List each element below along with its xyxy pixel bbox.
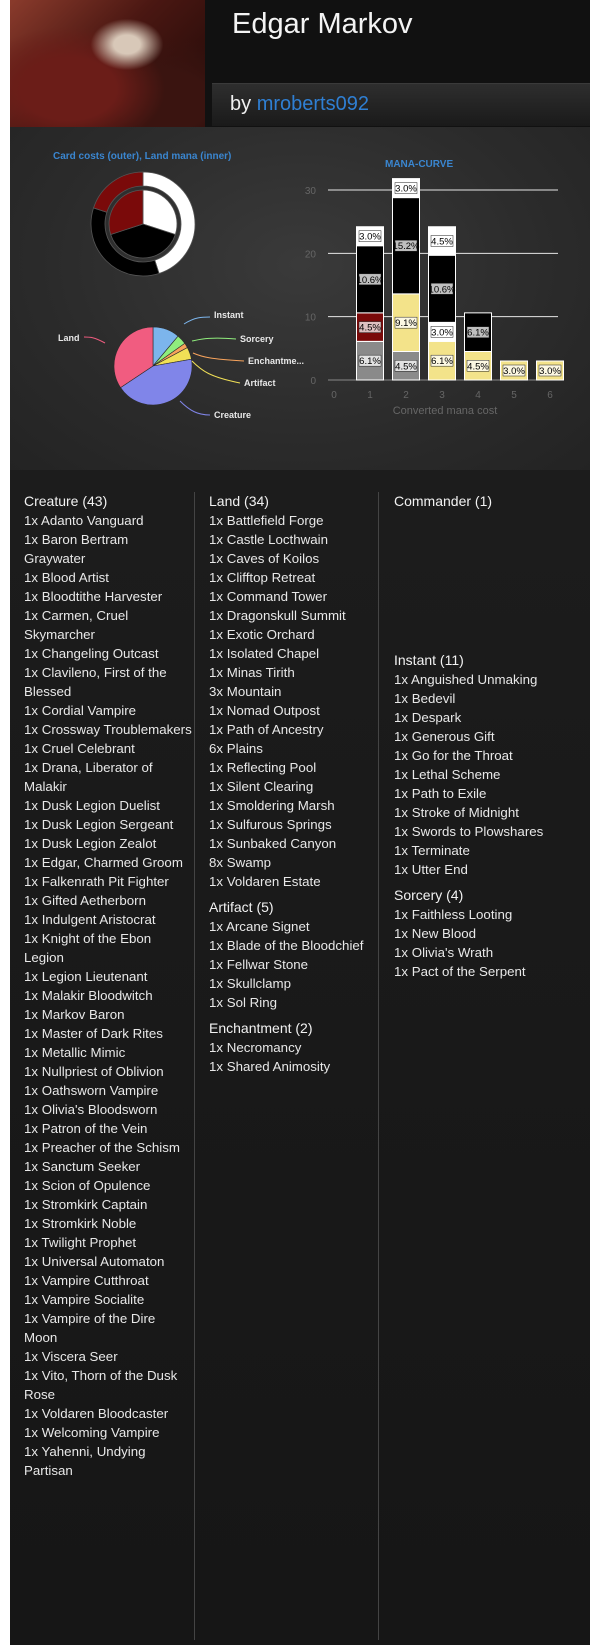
land-card-list <box>209 511 377 891</box>
deck-header <box>10 0 590 127</box>
card-entry[interactable]: 1x Shared Animosity <box>209 1059 331 1074</box>
card-entry[interactable]: 1x Stromkirk Captain <box>24 1197 148 1212</box>
deck-column-3 <box>394 492 562 981</box>
card-entry[interactable]: 1x Malakir Bloodwitch <box>24 988 153 1003</box>
card-entry[interactable]: 1x Exotic Orchard <box>209 627 315 642</box>
section-title-enchantment: Enchantment (2) <box>209 1020 313 1036</box>
x-tick-label: 1 <box>367 390 373 401</box>
card-entry[interactable]: 1x Changeling Outcast <box>24 646 159 661</box>
card-entry[interactable]: 1x Anguished Unmaking <box>394 672 538 687</box>
card-entry[interactable]: 1x Sanctum Seeker <box>24 1159 141 1174</box>
data-label: 3.0% <box>431 327 453 339</box>
card-entry[interactable]: 1x Olivia's Bloodsworn <box>24 1102 158 1117</box>
enchantment-card-list <box>209 1038 377 1076</box>
byline-bar <box>212 83 590 126</box>
card-entry[interactable]: 1x Crossway Troublemakers <box>24 722 192 737</box>
card-entry[interactable]: 1x Skullclamp <box>209 976 292 991</box>
card-entry[interactable]: 1x Generous Gift <box>394 729 495 744</box>
data-label: 6.1% <box>359 356 381 368</box>
card-entry[interactable]: 1x Sol Ring <box>209 995 277 1010</box>
card-entry[interactable]: 1x Vampire Socialite <box>24 1292 145 1307</box>
card-entry[interactable]: 1x Indulgent Aristocrat <box>24 912 156 927</box>
card-entry[interactable]: 1x Arcane Signet <box>209 919 310 934</box>
card-entry[interactable]: 1x Battlefield Forge <box>209 513 324 528</box>
card-type-pie-chart <box>50 305 305 430</box>
type-label-land: Land <box>58 333 80 343</box>
card-entry[interactable]: 1x Nullpriest of Oblivion <box>24 1064 164 1079</box>
color-ring-chart <box>88 169 198 279</box>
card-entry[interactable]: 1x Preacher of the Schism <box>24 1140 180 1155</box>
card-entry[interactable]: 1x Blood Artist <box>24 570 109 585</box>
card-entry[interactable]: 1x Path to Exile <box>394 786 487 801</box>
card-entry[interactable]: 1x Welcoming Vampire <box>24 1425 160 1440</box>
data-label: 6.1% <box>431 356 453 368</box>
card-entry[interactable]: 1x Isolated Chapel <box>209 646 320 661</box>
card-entry[interactable]: 1x Universal Automaton <box>24 1254 165 1269</box>
card-entry[interactable]: 1x Cruel Celebrant <box>24 741 135 756</box>
card-entry[interactable]: 1x Voldaren Estate <box>209 874 321 889</box>
card-entry[interactable]: 1x Stroke of Midnight <box>394 805 519 820</box>
card-entry[interactable]: 1x Edgar, Charmed Groom <box>24 855 183 870</box>
creature-card-list <box>24 511 192 1480</box>
card-entry[interactable]: 1x Despark <box>394 710 462 725</box>
data-label: 3.0% <box>395 183 417 195</box>
section-title-creature: Creature (43) <box>24 493 108 509</box>
artifact-card-list <box>209 917 377 1012</box>
data-label: 4.5% <box>359 322 381 334</box>
y-tick-label: 10 <box>304 312 316 324</box>
byline <box>230 93 369 116</box>
card-entry[interactable]: 1x Dusk Legion Zealot <box>24 836 157 851</box>
card-entry[interactable]: 1x Utter End <box>394 862 468 877</box>
card-entry[interactable]: 1x Lethal Scheme <box>394 767 501 782</box>
mana-curve-title: MANA-CURVE <box>385 159 454 170</box>
card-entry[interactable]: 1x Vampire Cutthroat <box>24 1273 149 1288</box>
section-title-artifact: Artifact (5) <box>209 899 274 915</box>
card-entry[interactable]: 1x Terminate <box>394 843 470 858</box>
card-entry[interactable]: 1x Viscera Seer <box>24 1349 118 1364</box>
card-entry[interactable]: 1x Silent Clearing <box>209 779 314 794</box>
card-entry[interactable]: 1x Metallic Mimic <box>24 1045 126 1060</box>
card-entry[interactable]: 8x Swamp <box>209 855 272 870</box>
card-entry[interactable]: 1x Carmen, Cruel Skymarcher <box>24 608 129 642</box>
card-entry[interactable]: 1x Olivia's Wrath <box>394 945 494 960</box>
card-entry[interactable]: 1x Falkenrath Pit Fighter <box>24 874 169 889</box>
card-entry[interactable]: 1x Twilight Prophet <box>24 1235 137 1250</box>
card-entry[interactable]: 1x Dragonskull Summit <box>209 608 346 623</box>
type-label-instant: Instant <box>214 310 244 320</box>
data-label: 10.6% <box>428 284 456 296</box>
card-entry[interactable]: 1x Sunbaked Canyon <box>209 836 337 851</box>
card-entry[interactable]: 1x Bedevil <box>394 691 456 706</box>
type-label-enchantment: Enchantme... <box>248 356 305 366</box>
deck-list <box>10 470 590 1645</box>
type-label-creature: Creature <box>214 410 252 420</box>
card-entry[interactable]: 1x Sulfurous Springs <box>209 817 332 832</box>
data-label: 3.0% <box>503 366 525 377</box>
card-entry[interactable]: 1x Nomad Outpost <box>209 703 320 718</box>
card-entry[interactable]: 3x Mountain <box>209 684 282 699</box>
ring-chart-title: Card costs (outer), Land mana (inner) <box>53 151 232 162</box>
card-entry[interactable]: 1x Necromancy <box>209 1040 302 1055</box>
card-entry[interactable]: 1x Dusk Legion Duelist <box>24 798 160 813</box>
byline-prefix: by <box>230 93 252 115</box>
data-label: 3.0% <box>539 366 561 377</box>
card-entry[interactable]: 1x Voldaren Bloodcaster <box>24 1406 169 1421</box>
card-entry[interactable]: 1x Adanto Vanguard <box>24 513 144 528</box>
x-tick-label: 5 <box>511 390 517 401</box>
charts-panel <box>10 127 590 470</box>
x-axis-title: Converted mana cost <box>392 405 498 417</box>
data-label: 4.5% <box>431 236 453 248</box>
card-entry[interactable]: 1x Command Tower <box>209 589 327 604</box>
card-entry[interactable]: 1x Patron of the Vein <box>24 1121 148 1136</box>
mana-curve-chart <box>280 169 565 429</box>
card-entry[interactable]: 1x Master of Dark Rites <box>24 1026 163 1041</box>
type-label-artifact: Artifact <box>244 378 276 388</box>
card-entry[interactable]: 1x Blade of the Bloodchief <box>209 938 364 953</box>
y-tick-label: 30 <box>304 186 316 197</box>
card-entry[interactable]: 1x Oathsworn Vampire <box>24 1083 159 1098</box>
card-entry[interactable]: 1x Go for the Throat <box>394 748 513 763</box>
card-entry[interactable]: 1x Cordial Vampire <box>24 703 137 718</box>
card-entry[interactable]: 6x Plains <box>209 741 263 756</box>
x-tick-label: 3 <box>439 390 445 401</box>
card-entry[interactable]: 1x Faithless Looting <box>394 907 513 922</box>
data-label: 4.5% <box>467 361 489 373</box>
instant-card-list <box>394 670 562 879</box>
card-entry[interactable]: 1x Scion of Opulence <box>24 1178 151 1193</box>
card-entry[interactable]: 1x Reflecting Pool <box>209 760 317 775</box>
type-label-sorcery: Sorcery <box>240 334 274 344</box>
x-tick-label: 2 <box>403 390 409 401</box>
x-tick-label: 0 <box>331 390 337 401</box>
commander-art-image <box>10 0 205 127</box>
x-tick-label: 6 <box>547 390 553 401</box>
card-entry[interactable]: 1x Legion Lieutenant <box>24 969 148 984</box>
deck-column-2 <box>209 492 377 1076</box>
sorcery-card-list <box>394 905 562 981</box>
card-entry[interactable]: 1x Dusk Legion Sergeant <box>24 817 174 832</box>
card-entry[interactable]: 1x New Blood <box>394 926 477 941</box>
card-entry[interactable]: 1x Smoldering Marsh <box>209 798 335 813</box>
card-entry[interactable]: 1x Path of Ancestry <box>209 722 324 737</box>
data-label: 4.5% <box>395 361 417 373</box>
column-divider <box>194 492 195 1640</box>
card-entry[interactable]: 1x Gifted Aetherborn <box>24 893 146 908</box>
card-entry[interactable]: 1x Vito, Thorn of the Dusk Rose <box>24 1368 178 1402</box>
deck-page <box>10 0 590 1645</box>
data-label: 15.2% <box>392 241 420 253</box>
data-label: 10.6% <box>356 274 384 286</box>
card-entry[interactable]: 1x Yahenni, Undying Partisan <box>24 1444 146 1478</box>
card-entry[interactable]: 1x Vampire of the Dire Moon <box>24 1311 156 1345</box>
deck-column-1 <box>24 492 192 1480</box>
card-entry[interactable]: 1x Pact of the Serpent <box>394 964 526 979</box>
data-label: 9.1% <box>395 318 417 330</box>
card-entry[interactable]: 1x Fellwar Stone <box>209 957 309 972</box>
card-entry[interactable]: 1x Swords to Plowshares <box>394 824 544 839</box>
data-label: 3.0% <box>359 231 381 243</box>
card-entry[interactable]: 1x Drana, Liberator of Malakir <box>24 760 153 794</box>
deck-title: Edgar Markov <box>232 8 413 40</box>
card-entry[interactable]: 1x Clifftop Retreat <box>209 570 316 585</box>
commander-card-slot <box>394 511 562 651</box>
card-entry[interactable]: 1x Castle Locthwain <box>209 532 328 547</box>
card-entry[interactable]: 1x Stromkirk Noble <box>24 1216 137 1231</box>
section-title-sorcery: Sorcery (4) <box>394 887 464 903</box>
card-entry[interactable]: 1x Baron Bertram Graywater <box>24 532 129 566</box>
section-title-commander: Commander (1) <box>394 493 493 509</box>
card-entry[interactable]: 1x Minas Tirith <box>209 665 295 680</box>
section-title-instant: Instant (11) <box>394 652 464 668</box>
author-link[interactable]: mroberts092 <box>256 93 369 115</box>
card-entry[interactable]: 1x Clavileno, First of the Blessed <box>24 665 167 699</box>
x-tick-label: 4 <box>475 390 481 401</box>
y-tick-label: 20 <box>304 249 316 261</box>
card-entry[interactable]: 1x Caves of Koilos <box>209 551 320 566</box>
data-label: 6.1% <box>467 327 489 339</box>
y-tick-label: 0 <box>310 376 316 387</box>
section-title-land: Land (34) <box>209 493 269 509</box>
card-entry[interactable]: 1x Knight of the Ebon Legion <box>24 931 152 965</box>
card-entry[interactable]: 1x Bloodtithe Harvester <box>24 589 163 604</box>
card-entry[interactable]: 1x Markov Baron <box>24 1007 125 1022</box>
column-divider <box>378 492 379 1640</box>
